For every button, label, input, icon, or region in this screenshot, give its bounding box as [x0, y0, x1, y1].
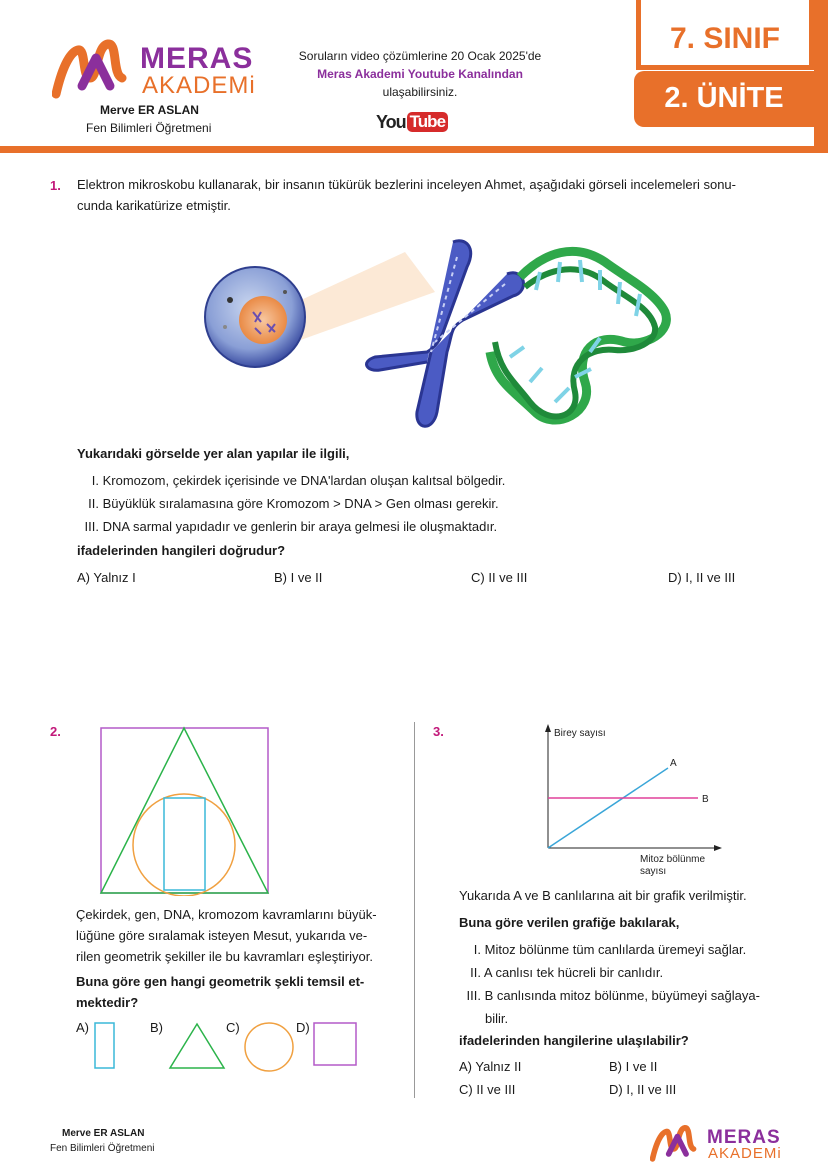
- q2-square: [101, 728, 268, 893]
- q2-question-line1: Buna göre gen hangi geometrik şekli temsil et-: [76, 974, 365, 989]
- unit-label: 2. ÜNİTE: [664, 82, 784, 114]
- q1-lead: Yukarıdaki görselde yer alan yapılar ile ilgili,: [77, 446, 350, 461]
- q2-option-a-rectangle-icon: [94, 1022, 116, 1070]
- right-edge-bar: [814, 0, 828, 153]
- cell-chromosome-dna-illustration: [195, 232, 675, 437]
- brand-bottom: AKADEMi: [142, 72, 256, 99]
- q2-option-a[interactable]: A): [76, 1020, 89, 1035]
- q2-option-b-triangle-icon: [168, 1022, 226, 1070]
- q3-desc: Yukarıda A ve B canlılarına ait bir grafik verilmiştir.: [459, 888, 747, 903]
- column-divider: [414, 722, 415, 1098]
- brand-top: MERAS: [140, 42, 254, 75]
- video-notice: [270, 47, 570, 101]
- youtube-you-text: You: [376, 111, 406, 132]
- q3-question: ifadelerinden hangilerine ulaşılabilir?: [459, 1033, 689, 1048]
- q2-text: [76, 904, 406, 967]
- q3-statements: [459, 938, 799, 1030]
- q2-text-line1: Çekirdek, gen, DNA, kromozom kavramlarını büyük-: [76, 907, 377, 922]
- q2-text-line3: rilen geometrik şekiller ile bu kavramları eşleştiriyor.: [76, 949, 373, 964]
- q3-statement-3-num: III.: [466, 988, 481, 1003]
- q3-statement-2-num: II.: [470, 965, 481, 980]
- q2-triangle: [101, 728, 268, 893]
- q3-statement-2: [459, 961, 799, 984]
- q2-option-d[interactable]: D): [296, 1020, 310, 1035]
- q2-number: 2.: [50, 724, 61, 739]
- footer-teacher-title: Fen Bilimleri Öğretmeni: [50, 1143, 155, 1154]
- q3-series-b-label: B: [702, 794, 709, 805]
- notice-line-2: Meras Akademi Youtube Kanalından: [317, 67, 523, 81]
- q1-number: 1.: [50, 178, 61, 193]
- q1-question: ifadelerinden hangileri doğrudur?: [77, 543, 286, 558]
- header: [0, 0, 828, 160]
- q2-question-line2: mektedir?: [76, 995, 139, 1010]
- q3-y-label: Birey sayısı: [554, 728, 606, 739]
- q3-lead: Buna göre verilen grafiğe bakılarak,: [459, 915, 680, 930]
- q3-statement-3: [459, 984, 799, 1007]
- q1-statement-3: [77, 515, 777, 538]
- q3-chart: [540, 722, 730, 882]
- notice-line-1: Soruların video çözümlerine 20 Ocak 2025'de: [298, 49, 542, 63]
- notice-line-3: ulaşabilirsiniz.: [382, 85, 458, 99]
- q3-statement-1-text: Mitoz bölünme tüm canlılarda üremeyi sağlar.: [484, 942, 747, 957]
- youtube-logo: [376, 110, 448, 134]
- q1-statement-1-text: Kromozom, çekirdek içerisinde ve DNA'lardan oluşan kalıtsal bölgedir.: [102, 473, 506, 488]
- q3-statement-3-cont: bilir.: [485, 1011, 509, 1026]
- q1-statement-2-text: Büyüklük sıralamasına göre Kromozom > DNA > Gen olması gerekir.: [102, 496, 499, 511]
- q2-text-line2: lüğüne göre sıralamak isteyen Mesut, yukarıda ve-: [76, 928, 368, 943]
- q3-x-label-line1: Mitoz bölünme: [640, 854, 706, 865]
- q3-statement-1-num: I.: [473, 942, 481, 957]
- footer-teacher-name: Merve ER ASLAN: [62, 1128, 145, 1139]
- q1-statement-2: [77, 492, 777, 515]
- teacher-name: Merve ER ASLAN: [100, 103, 199, 117]
- q1-statement-1-num: I.: [91, 473, 99, 488]
- q1-option-a[interactable]: A) Yalnız I: [77, 570, 136, 585]
- header-rule: [0, 146, 828, 153]
- q2-nested-shapes-figure: [99, 726, 271, 896]
- q3-x-axis-arrow: [714, 845, 722, 851]
- q3-series-a-line: [548, 768, 668, 848]
- nucleus: [239, 296, 287, 344]
- q3-option-a[interactable]: A) Yalnız II: [459, 1059, 522, 1074]
- footer-brand-bottom: AKADEMi: [708, 1145, 782, 1162]
- q1-text: [77, 174, 797, 216]
- q2-option-c-circle-icon: [243, 1021, 295, 1073]
- q3-option-d[interactable]: D) I, II ve III: [609, 1082, 677, 1097]
- q3-series-a-label: A: [670, 758, 677, 769]
- q2-question: [76, 971, 406, 1013]
- meras-logo-icon: [52, 38, 142, 102]
- q2-circle: [133, 794, 235, 896]
- q3-option-b[interactable]: B) I ve II: [609, 1059, 658, 1074]
- q1-statement-3-num: III.: [84, 519, 99, 534]
- grade-label: 7. SINIF: [669, 22, 781, 55]
- q2-option-b[interactable]: B): [150, 1020, 163, 1035]
- footer-meras-logo-icon: [650, 1124, 706, 1164]
- q3-statement-3-text: B canlısında mitoz bölünme, büyümeyi sağlaya-: [484, 988, 760, 1003]
- q3-statement-1: [459, 938, 799, 961]
- q3-number: 3.: [433, 724, 444, 739]
- q1-statement-3-text: DNA sarmal yapıdadır ve genlerin bir araya gelmesi ile oluşmaktadır.: [102, 519, 498, 534]
- youtube-tube-text: Tube: [407, 112, 448, 132]
- q1-option-d[interactable]: D) I, II ve III: [668, 570, 736, 585]
- q1-statement-2-num: II.: [88, 496, 99, 511]
- q3-y-axis-arrow: [545, 724, 551, 732]
- q1-statements: [77, 469, 777, 538]
- footer-brand-top: MERAS: [707, 1127, 781, 1148]
- q1-option-c[interactable]: C) II ve III: [471, 570, 528, 585]
- q1-statement-1: [77, 469, 777, 492]
- q1-text-line2: cunda karikatürize etmiştir.: [77, 198, 231, 213]
- q1-text-line1: Elektron mikroskobu kullanarak, bir insanın tükürük bezlerini inceleyen Ahmet, aşağıdaki görseli incelemeleri sonu-: [77, 177, 736, 192]
- teacher-title: Fen Bilimleri Öğretmeni: [86, 121, 212, 135]
- q3-statement-2-text: A canlısı tek hücreli bir canlıdır.: [483, 965, 664, 980]
- q2-option-c[interactable]: C): [226, 1020, 240, 1035]
- q1-option-b[interactable]: B) I ve II: [274, 570, 323, 585]
- q3-option-c[interactable]: C) II ve III: [459, 1082, 516, 1097]
- q2-rectangle: [164, 798, 205, 890]
- q2-option-d-square-icon: [313, 1022, 357, 1066]
- q3-x-label-line2: sayısı: [640, 866, 667, 877]
